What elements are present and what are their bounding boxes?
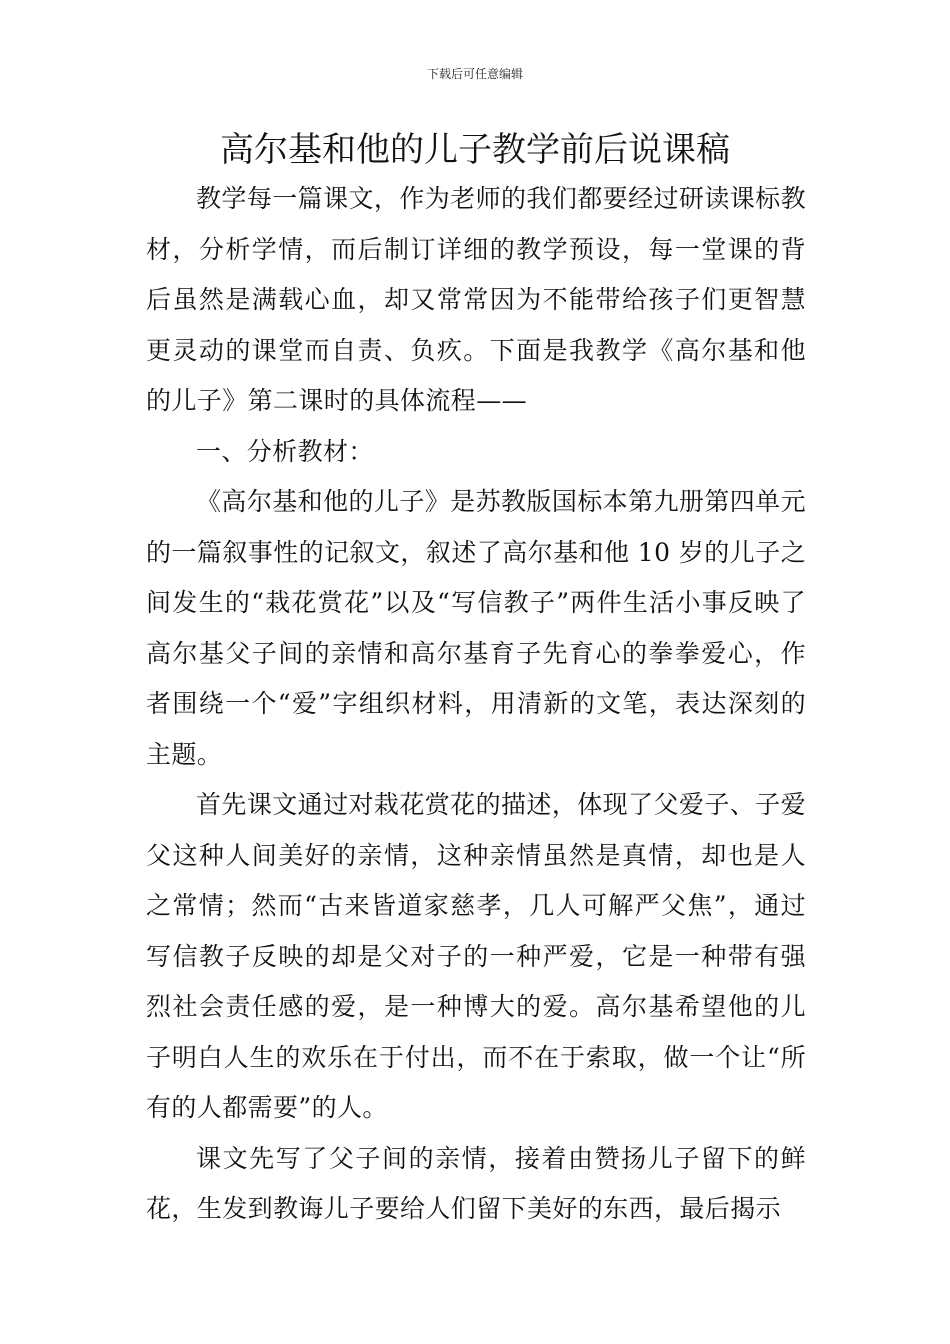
paragraph-text-overview: 《高尔基和他的儿子》是苏教版国标本第九册第四单元的一篇叙事性的记叙文，叙述了高尔基和他 10 岁的儿子之间发生的“栽花赏花”以及“写信教子”两件生活小事反映了高尔基父子间的亲情和高尔基育子先育心的拳拳爱心，作者围绕一个“爱”字组织材料，用清新的文笔，表达深刻的主题。 bbox=[146, 487, 806, 769]
paragraph-structure: 课文先写了父子间的亲情，接着由赞扬儿子留下的鲜花，生发到教诲儿子要给人们留下美好的东西，最后揭示 bbox=[146, 1143, 806, 1223]
paragraph-intro: 教学每一篇课文，作为老师的我们都要经过研读课标教材，分析学情，而后制订详细的教学预设，每一堂课的背后虽然是满载心血，却又常常因为不能带给孩子们更智慧更灵动的课堂而自责、负疚。下面是我教学《高尔基和他的儿子》第二课时的具体流程—— bbox=[146, 184, 806, 415]
document-body bbox=[146, 174, 806, 1235]
section-heading-analysis: 一、分析教材： bbox=[196, 436, 374, 466]
document-title: 高尔基和他的儿子教学前后说课稿 bbox=[220, 130, 730, 170]
header-note: 下载后可任意编辑 bbox=[426, 67, 523, 81]
paragraph-theme-analysis: 首先课文通过对栽花赏花的描述，体现了父爱子、子爱父这种人间美好的亲情，这种亲情虽然是真情，却也是人之常情；然而“古来皆道家慈孝，几人可解严父焦”，通过写信教子反映的却是父对子的一种严爱，它是一种带有强烈社会责任感的爱，是一种博大的爱。高尔基希望他的儿子明白人生的欢乐在于付出，而不在于索取，做一个让“所有的人都需要”的人。 bbox=[146, 790, 806, 1122]
